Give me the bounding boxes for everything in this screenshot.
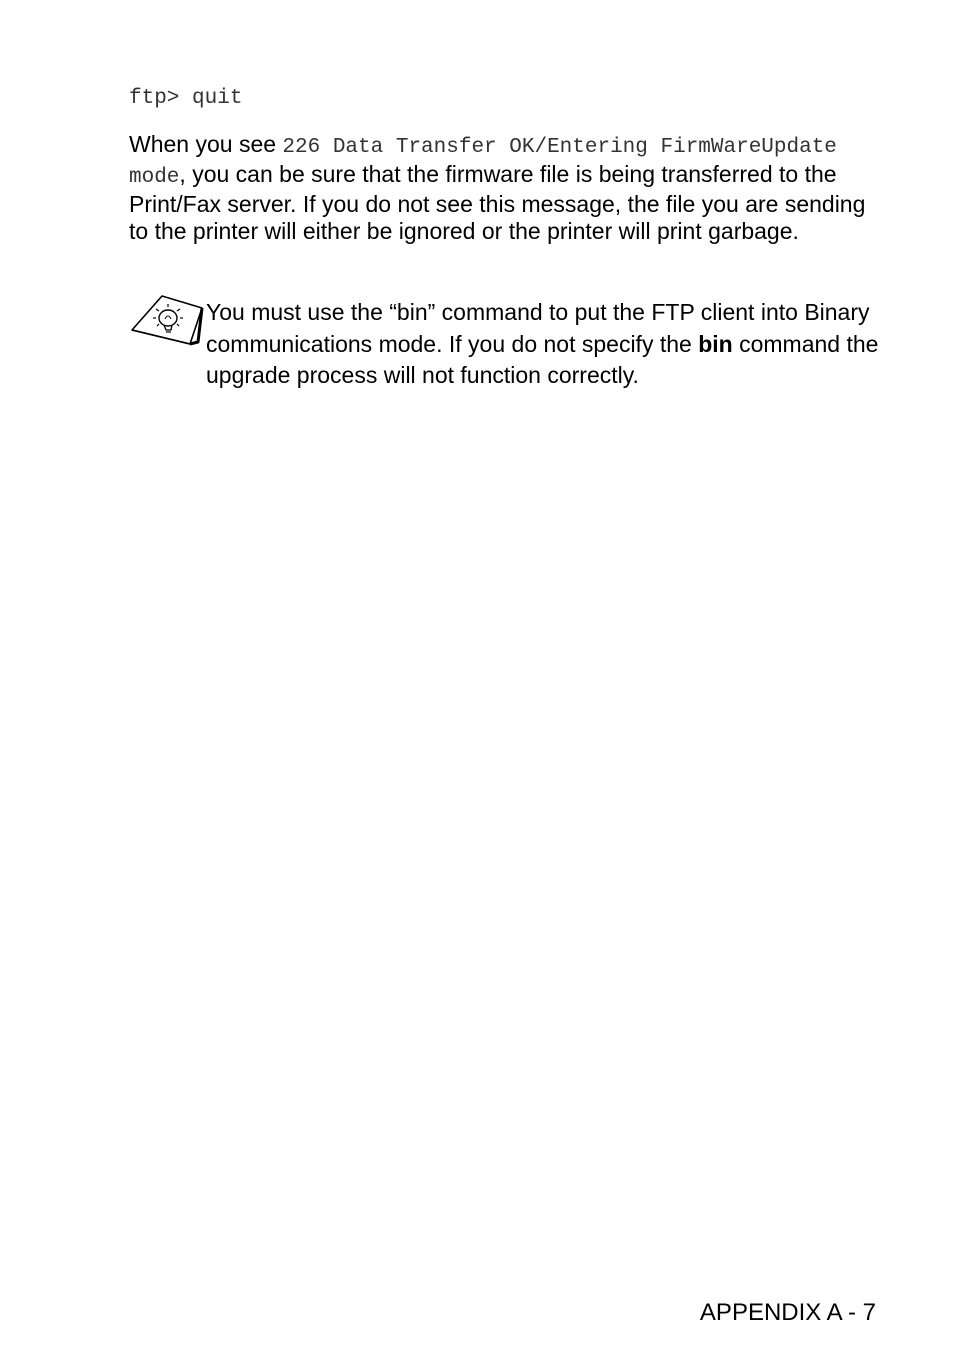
note-bold-command: bin xyxy=(698,330,733,357)
note-lightbulb-icon xyxy=(130,294,204,348)
paragraph-prefix: When you see xyxy=(129,131,283,157)
code-message: 226 Data Transfer OK/Entering FirmWareUpdate mode xyxy=(129,136,837,189)
note-text-after: command the upgrade process will not function correctly. xyxy=(206,330,879,388)
note-text-before: You must use the “bin” command to put the FTP client into Binary communications mode. If you do not specify the xyxy=(206,299,870,357)
body-paragraph xyxy=(129,131,889,245)
page-footer: APPENDIX A - 7 xyxy=(699,1299,876,1326)
note-text xyxy=(206,297,886,392)
paragraph-suffix: , you can be sure that the firmware file is being transferred to the Print/Fax server. If you do not see this message, the file you are sending to the printer will either be ignored or the printer will print garbage. xyxy=(129,161,866,244)
code-command: ftp> quit xyxy=(129,87,243,110)
